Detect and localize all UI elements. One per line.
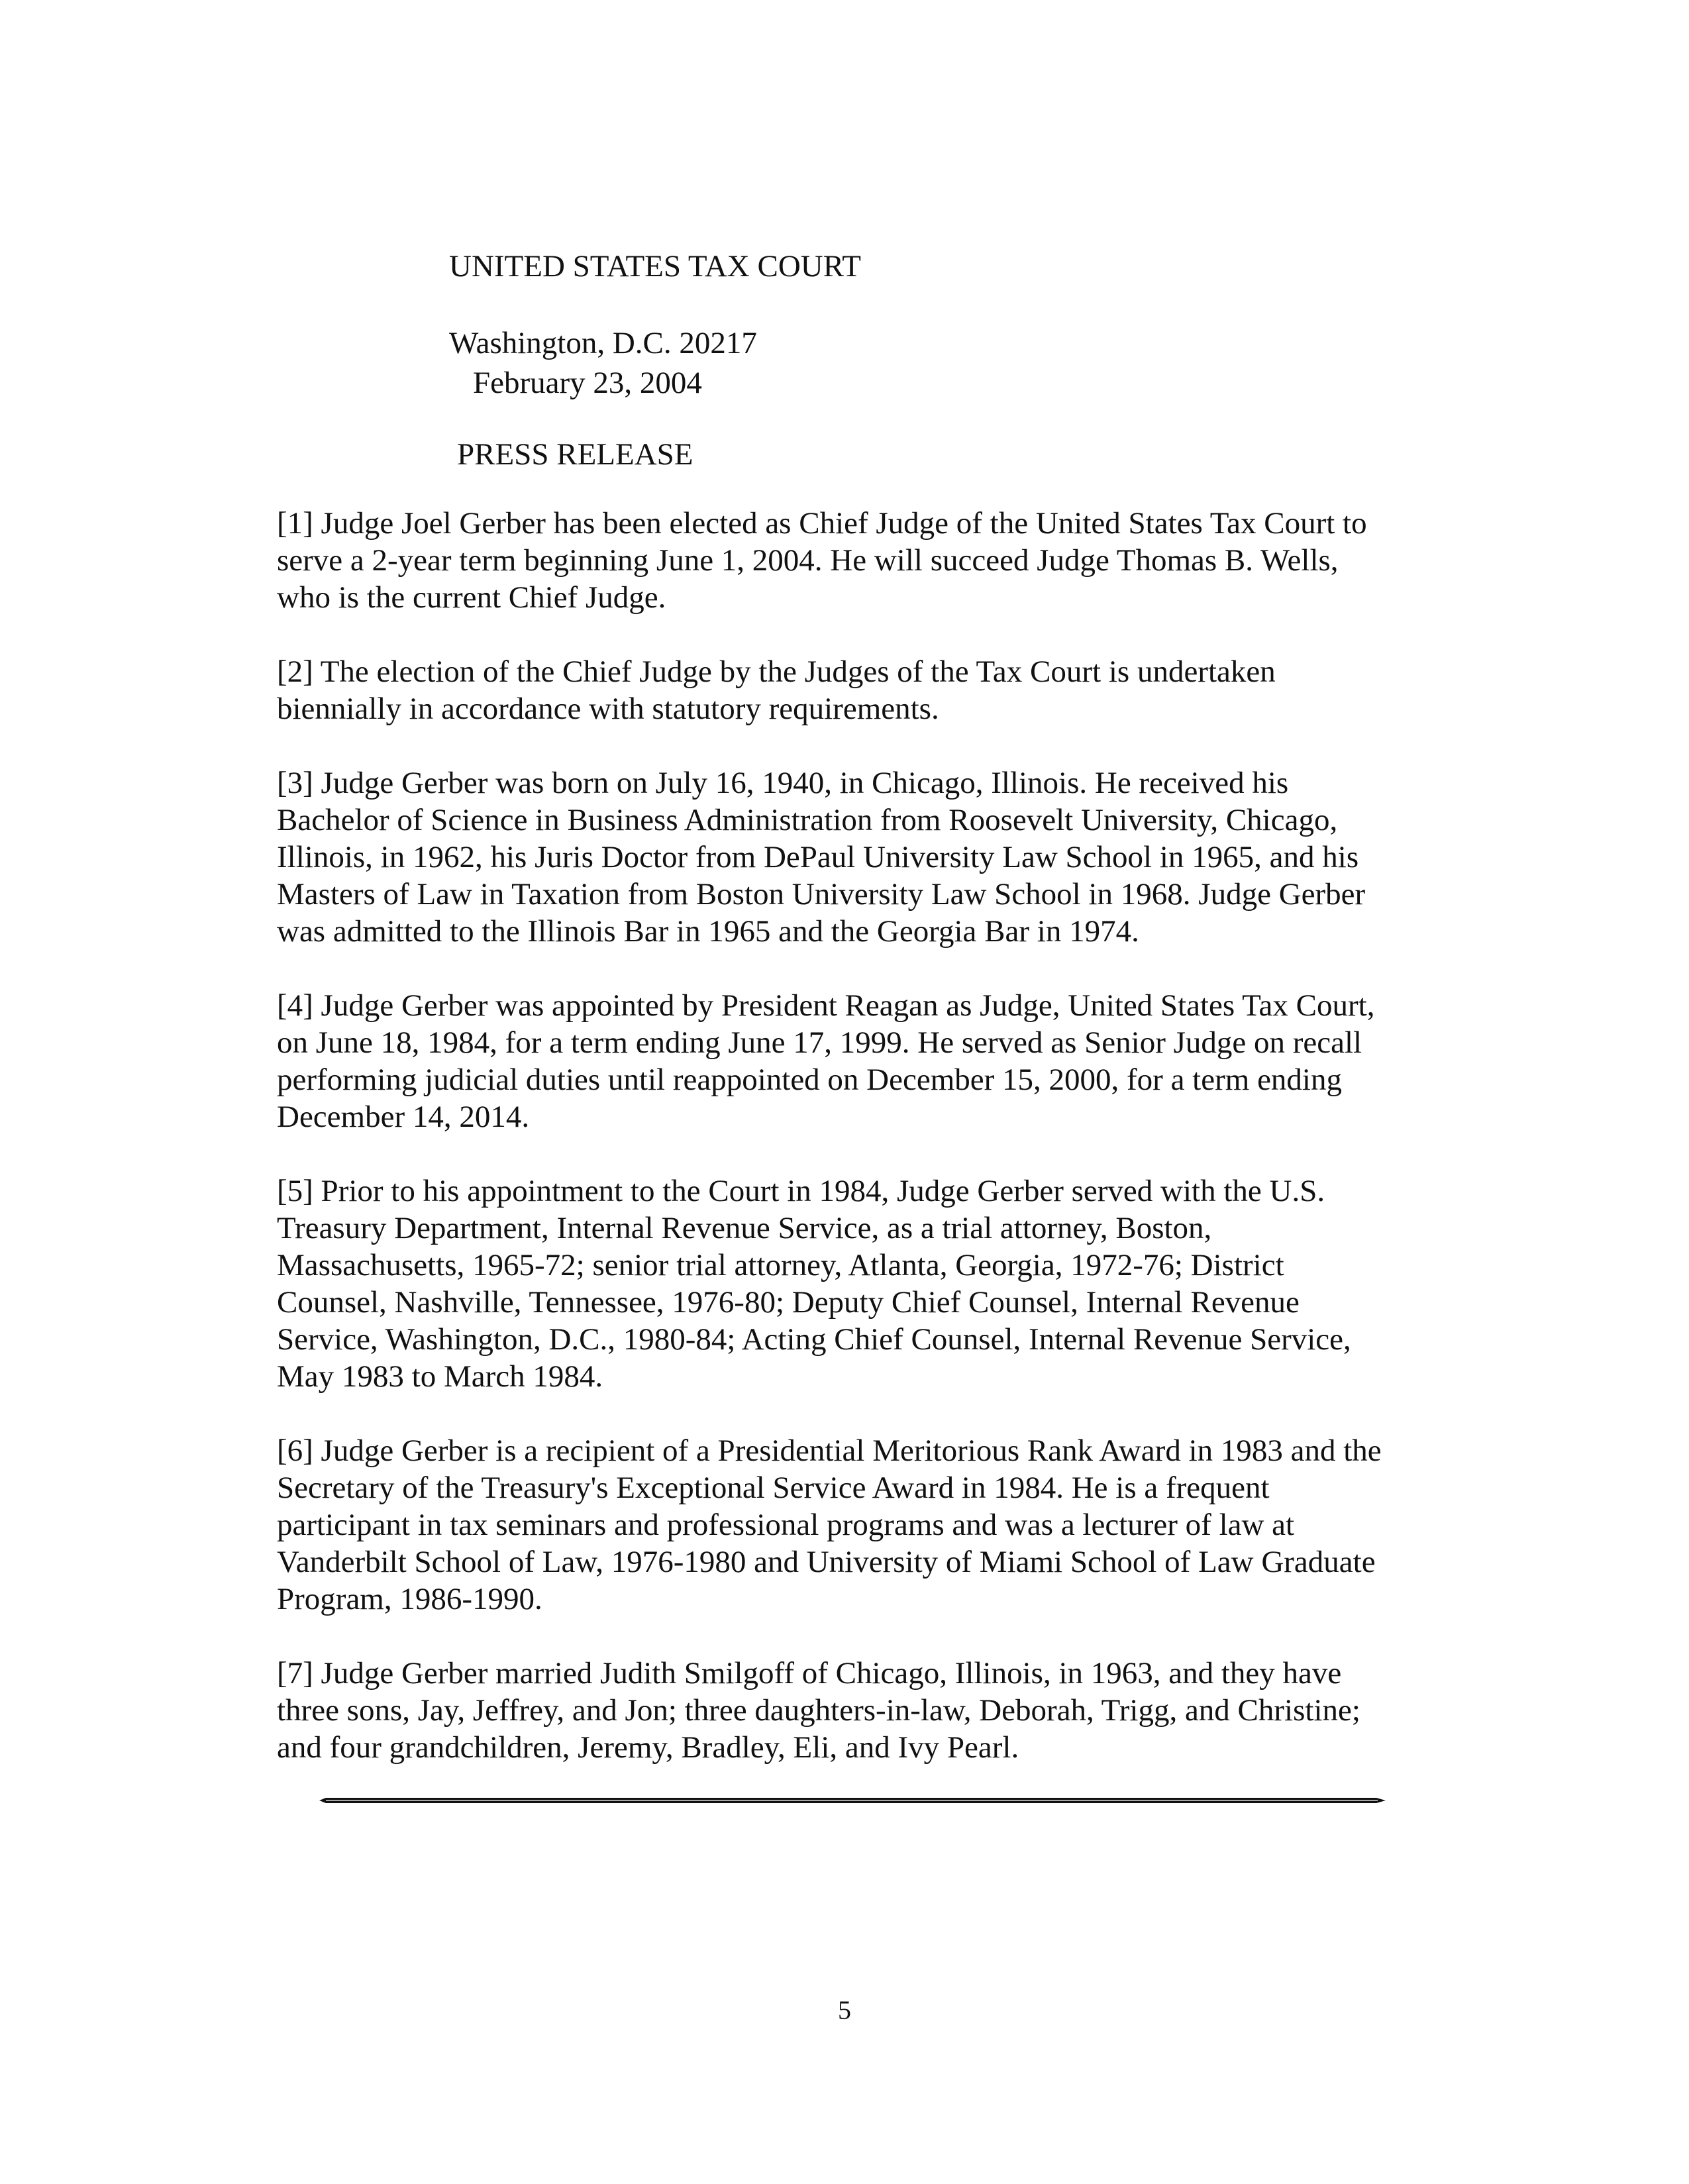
paragraph-1 (277, 505, 1443, 616)
paragraph-line: performing judicial duties until reappointed on December 15, 2000, for a term ending (277, 1063, 1342, 1097)
press-release-title: PRESS RELEASE (457, 437, 693, 472)
paragraph-line: Treasury Department, Internal Revenue Service, as a trial attorney, Boston, (277, 1211, 1212, 1245)
paragraph-line: Secretary of the Treasury's Exceptional Service Award in 1984. He is a frequent (277, 1471, 1270, 1505)
court-address: Washington, D.C. 20217 (449, 326, 757, 360)
paragraph-line: was admitted to the Illinois Bar in 1965 and the Georgia Bar in 1974. (277, 914, 1139, 949)
paragraph-line: Illinois, in 1962, his Juris Doctor from DePaul University Law School in 1965, and his (277, 840, 1359, 874)
page-number: 5 (838, 1995, 851, 2025)
paragraph-4 (277, 987, 1443, 1135)
paragraph-line: and four grandchildren, Jeremy, Bradley, Eli, and Ivy Pearl. (277, 1730, 1019, 1765)
paragraph-line: three sons, Jay, Jeffrey, and Jon; three daughters-in-law, Deborah, Trigg, and Christine; (277, 1693, 1360, 1728)
paragraph-line: Massachusetts, 1965-72; senior trial attorney, Atlanta, Georgia, 1972-76; District (277, 1248, 1284, 1282)
paragraph-line: biennially in accordance with statutory requirements. (277, 692, 939, 726)
paragraph-6 (277, 1432, 1443, 1618)
paragraph-line: participant in tax seminars and professional programs and was a lecturer of law at (277, 1508, 1295, 1542)
paragraph-line: [2] The election of the Chief Judge by the Judges of the Tax Court is undertaken (277, 654, 1276, 689)
press-release-body (277, 505, 1443, 1803)
paragraph-line: on June 18, 1984, for a term ending June 17, 1999. He served as Senior Judge on recall (277, 1025, 1362, 1060)
court-name: UNITED STATES TAX COURT (449, 249, 861, 284)
paragraph-line: Service, Washington, D.C., 1980-84; Acting Chief Counsel, Internal Revenue Service, (277, 1322, 1351, 1357)
paragraph-line: Bachelor of Science in Business Administration from Roosevelt University, Chicago, (277, 803, 1338, 837)
paragraph-line: Program, 1986-1990. (277, 1582, 542, 1616)
paragraph-3 (277, 764, 1443, 950)
paragraph-line: [6] Judge Gerber is a recipient of a Presidential Meritorious Rank Award in 1983 and the (277, 1433, 1382, 1468)
paragraph-line: [1] Judge Joel Gerber has been elected as Chief Judge of the United States Tax Court to (277, 506, 1367, 541)
section-divider-rule (319, 1796, 1386, 1804)
paragraph-line: Masters of Law in Taxation from Boston University Law School in 1968. Judge Gerber (277, 877, 1366, 911)
paragraph-line: serve a 2-year term beginning June 1, 2004. He will succeed Judge Thomas B. Wells, (277, 543, 1339, 578)
paragraph-line: [5] Prior to his appointment to the Court in 1984, Judge Gerber served with the U.S. (277, 1174, 1325, 1208)
paragraph-line: December 14, 2014. (277, 1100, 530, 1134)
paragraph-line: who is the current Chief Judge. (277, 580, 666, 615)
paragraph-7 (277, 1655, 1443, 1766)
paragraph-line: May 1983 to March 1984. (277, 1359, 603, 1394)
paragraph-2 (277, 653, 1443, 727)
paragraph-5 (277, 1172, 1443, 1395)
paragraph-line: [3] Judge Gerber was born on July 16, 1940, in Chicago, Illinois. He received his (277, 766, 1289, 800)
paragraph-line: Vanderbilt School of Law, 1976-1980 and University of Miami School of Law Graduate (277, 1545, 1376, 1579)
release-date: February 23, 2004 (473, 366, 702, 400)
paragraph-line: Counsel, Nashville, Tennessee, 1976-80; Deputy Chief Counsel, Internal Revenue (277, 1285, 1300, 1320)
paragraph-line: [4] Judge Gerber was appointed by President Reagan as Judge, United States Tax Court, (277, 988, 1375, 1023)
paragraph-line: [7] Judge Gerber married Judith Smilgoff of Chicago, Illinois, in 1963, and they have (277, 1656, 1342, 1690)
